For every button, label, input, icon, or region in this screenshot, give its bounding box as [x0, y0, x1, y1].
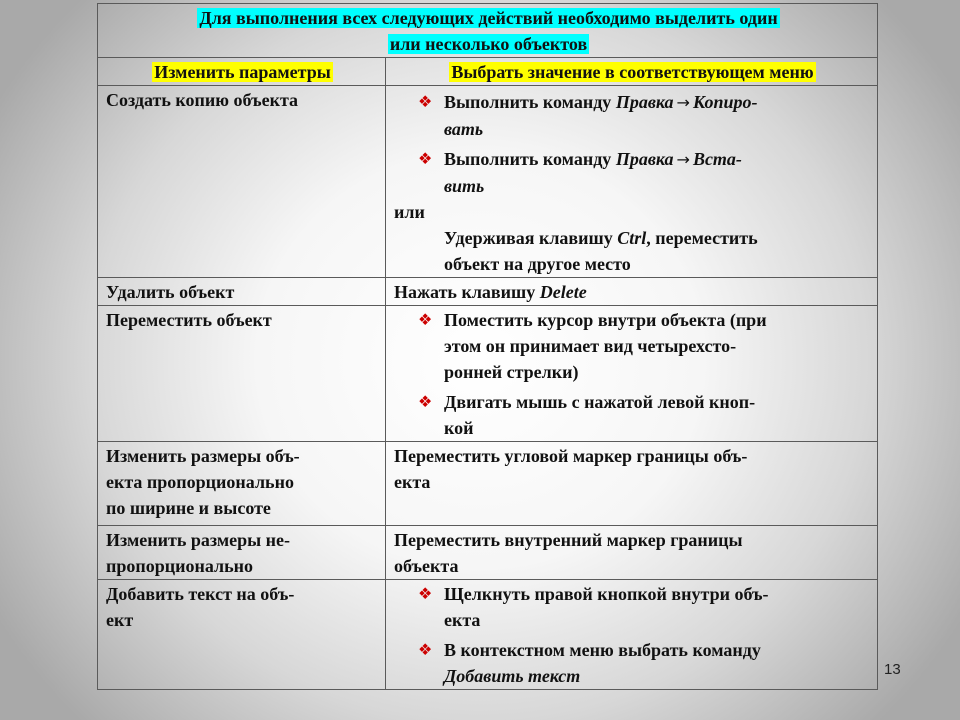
table-row	[98, 86, 878, 278]
param-text: Переместить объект	[106, 310, 272, 330]
table-row	[98, 278, 878, 306]
action-cell	[386, 86, 878, 278]
slide-number: 13	[884, 661, 901, 678]
list-item: ❖ В контекстном меню выбрать команду Добавить текст	[394, 637, 871, 689]
or-label: или	[394, 202, 425, 222]
action-cell	[386, 306, 878, 442]
column-header-left-label: Изменить параметры	[154, 62, 331, 82]
instructions-table	[97, 3, 878, 690]
table-title-line1: Для выполнения всех следующих действий необходимо выделить один	[199, 8, 778, 28]
column-header-right	[386, 58, 878, 86]
table-title-line2: или несколько объектов	[389, 34, 588, 54]
key-name: Delete	[539, 282, 587, 302]
diamond-bullet-icon: ❖	[418, 584, 433, 603]
diamond-bullet-icon: ❖	[418, 640, 433, 659]
action-cell	[386, 580, 878, 690]
column-header-left	[98, 58, 386, 86]
list-item: ❖ Двигать мышь с нажатой левой кноп- кой	[394, 389, 871, 441]
table-title-row	[98, 4, 878, 58]
param-cell	[98, 86, 386, 278]
action-cell: Переместить внутренний маркер границы объекта	[386, 526, 878, 580]
table-row	[98, 306, 878, 442]
column-header-row	[98, 58, 878, 86]
diamond-bullet-icon: ❖	[418, 392, 433, 411]
param-cell	[98, 306, 386, 442]
param-cell: Изменить размеры объ- екта пропорционально по ширине и высоте	[98, 442, 386, 526]
list-item: ❖ Выполнить команду Правка → Вста- вить	[394, 146, 871, 199]
list-item: ❖ Выполнить команду Правка → Копиро- вать	[394, 89, 871, 142]
diamond-bullet-icon: ❖	[418, 149, 433, 168]
diamond-bullet-icon: ❖	[418, 310, 433, 329]
arrow-right-icon: →	[676, 93, 690, 112]
arrow-right-icon: →	[676, 150, 690, 169]
table-row	[98, 442, 878, 526]
param-cell	[98, 278, 386, 306]
param-cell: Изменить размеры не- пропорционально	[98, 526, 386, 580]
list-item: Удерживая клавишу Ctrl, переместить объект на другое место	[444, 228, 758, 274]
column-header-right-label: Выбрать значение в соответствующем меню	[451, 62, 814, 82]
list-item: ❖ Щелкнуть правой кнопкой внутри объ- екта	[394, 581, 871, 633]
table-row	[98, 580, 878, 690]
diamond-bullet-icon: ❖	[418, 92, 433, 111]
action-cell: Переместить угловой маркер границы объ- екта	[386, 442, 878, 526]
param-text: Удалить объект	[106, 282, 235, 302]
action-cell: Нажать клавишу Delete	[386, 278, 878, 306]
table-title-cell	[98, 4, 878, 58]
list-item: ❖ Поместить курсор внутри объекта (при этом он принимает вид четырехсто- ронней стрелки)	[394, 307, 871, 385]
param-cell: Добавить текст на объ- ект	[98, 580, 386, 690]
param-text: Создать копию объекта	[106, 90, 299, 110]
table-row	[98, 526, 878, 580]
